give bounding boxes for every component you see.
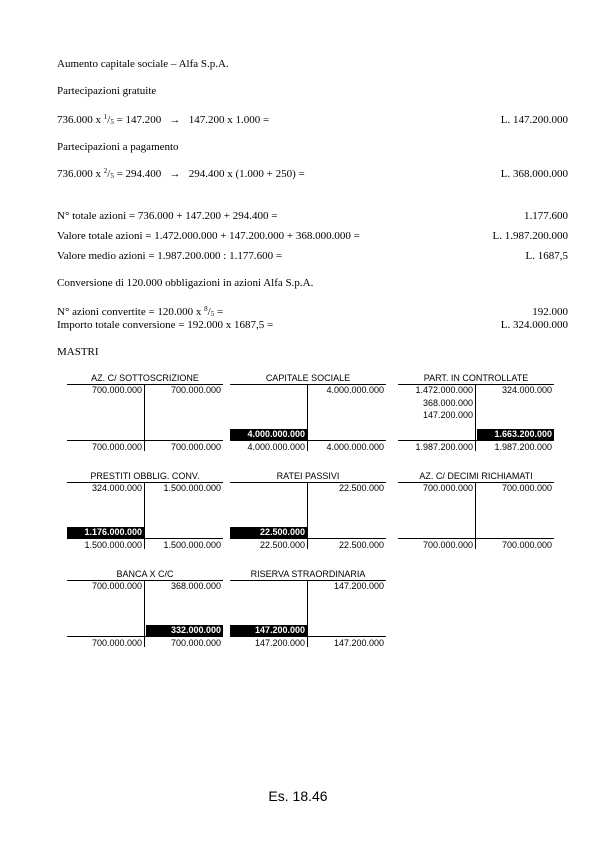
gratuite-calc: 736.000 x $^1/_5 = 147.200 \to 147.200$ x 1.000 = L. 147.200.000 bbox=[57, 113, 568, 126]
debit-entry: 700.000.000 bbox=[91, 581, 142, 591]
debit-entry: 368.000.000 bbox=[422, 398, 473, 408]
heading: Aumento capitale sociale – Alfa S.p.A. bbox=[57, 58, 229, 70]
credit-entry: 147.200.000 bbox=[333, 581, 384, 591]
account-title: PART. IN CONTROLLATE bbox=[423, 373, 529, 383]
exercise-number: Es. 18.46 bbox=[268, 788, 328, 804]
debit-entry: 700.000.000 bbox=[91, 385, 142, 395]
credit-total: 1.987.200.000 bbox=[494, 442, 552, 452]
debit-entry: 1.472.000.000 bbox=[415, 385, 473, 395]
credit-total: 4.000.000.000 bbox=[326, 442, 384, 452]
debit-total: 22.500.000 bbox=[259, 540, 305, 550]
account-riserva-straord bbox=[230, 569, 386, 653]
credit-total: 700.000.000 bbox=[170, 442, 221, 452]
pagamento-result: L. 368.000.000 bbox=[500, 168, 568, 180]
account-title: PRESTITI OBBLIG. CONV. bbox=[90, 471, 200, 481]
account-title: RATEI PASSIVI bbox=[276, 471, 340, 481]
account-total-line bbox=[67, 538, 223, 539]
debit-balance: 1.176.000.000 bbox=[67, 527, 144, 538]
account-title: AZ. C/ SOTTOSCRIZIONE bbox=[91, 373, 199, 383]
conversion-total-value: L. 324.000.000 bbox=[500, 319, 568, 331]
debit-entry: 700.000.000 bbox=[422, 483, 473, 493]
average-value-label: Valore medio azioni = 1.987.200.000 : 1.177.600 = bbox=[57, 250, 283, 262]
debit-balance: 147.200.000 bbox=[230, 625, 307, 636]
conversion-total-label: Importo totale conversione = 192.000 x 1687,5 = bbox=[57, 319, 274, 331]
gratuite-post: = 147.200 → 147.200 x 1.000 = bbox=[113, 114, 270, 126]
debit-total: 4.000.000.000 bbox=[247, 442, 305, 452]
conversione-label: Conversione di 120.000 obbligazioni in azioni Alfa S.p.A. bbox=[57, 277, 314, 289]
account-total-line bbox=[398, 440, 554, 441]
debit-total: 700.000.000 bbox=[91, 442, 142, 452]
average-value-row bbox=[57, 249, 568, 263]
debit-total: 1.500.000.000 bbox=[84, 540, 142, 550]
credit-total: 22.500.000 bbox=[338, 540, 384, 550]
pagamento-post: = 294.400 → 294.400 x (1.000 + 250) = bbox=[113, 168, 305, 180]
debit-entry: 324.000.000 bbox=[91, 483, 142, 493]
debit-balance: 22.500.000 bbox=[230, 527, 307, 538]
account-title: RISERVA STRAORDINARIA bbox=[250, 569, 366, 579]
credit-total: 147.200.000 bbox=[333, 638, 384, 648]
account-total-line bbox=[230, 440, 386, 441]
total-value-row bbox=[57, 229, 568, 243]
converted-post: = bbox=[214, 306, 224, 318]
account-total-line bbox=[230, 636, 386, 637]
converted-shares-value: 192.000 bbox=[532, 306, 568, 318]
pagamento-calc: 736.000 x $^2/_5 = 294.400 \to 294.400$ x (1.000 + 250) = L. 368.000.000 bbox=[57, 167, 568, 180]
average-value-value: L. 1687,5 bbox=[525, 250, 568, 262]
credit-entry: 700.000.000 bbox=[170, 385, 221, 395]
pagamento-label: Partecipazioni a pagamento bbox=[57, 141, 179, 153]
gratuite-num: 1 bbox=[103, 113, 108, 121]
pagamento-den: 5 bbox=[110, 172, 114, 180]
debit-total: 147.200.000 bbox=[254, 638, 305, 648]
credit-entry: 4.000.000.000 bbox=[326, 385, 384, 395]
account-total-line bbox=[230, 538, 386, 539]
account-title: BANCA X C/C bbox=[116, 569, 174, 579]
credit-total: 700.000.000 bbox=[501, 540, 552, 550]
account-banca-cc bbox=[67, 569, 223, 653]
pagamento-pre: 736.000 x bbox=[57, 168, 104, 180]
account-capitale-sociale bbox=[230, 373, 386, 457]
converted-shares-row: N° azioni convertite = 120.000 x $^8/_5$ = 192.000 bbox=[57, 305, 568, 318]
debit-total: 700.000.000 bbox=[422, 540, 473, 550]
credit-entry: 22.500.000 bbox=[338, 483, 384, 493]
account-title: AZ. C/ DECIMI RICHIAMATI bbox=[419, 471, 533, 481]
account-part-controllate bbox=[398, 373, 554, 457]
total-shares-label: N° totale azioni = 736.000 + 147.200 + 294.400 = bbox=[57, 210, 278, 222]
converted-pre: N° azioni convertite = 120.000 x bbox=[57, 306, 205, 318]
debit-balance: 4.000.000.000 bbox=[230, 429, 307, 440]
credit-entry: 700.000.000 bbox=[501, 483, 552, 493]
credit-total: 700.000.000 bbox=[170, 638, 221, 648]
mastri-label: MASTRI bbox=[57, 346, 99, 358]
account-title: CAPITALE SOCIALE bbox=[265, 373, 351, 383]
account-total-line bbox=[67, 440, 223, 441]
conversion-total-row bbox=[57, 318, 568, 332]
debit-entry: 147.200.000 bbox=[422, 410, 473, 420]
credit-entry: 324.000.000 bbox=[501, 385, 552, 395]
account-prestiti-obblig bbox=[67, 471, 223, 555]
gratuite-pre: 736.000 x bbox=[57, 114, 104, 126]
gratuite-label: Partecipazioni gratuite bbox=[57, 85, 157, 97]
debit-total: 1.987.200.000 bbox=[415, 442, 473, 452]
credit-total: 1.500.000.000 bbox=[163, 540, 221, 550]
debit-total: 700.000.000 bbox=[91, 638, 142, 648]
pagamento-num: 2 bbox=[103, 167, 108, 175]
account-az-sottoscrizione bbox=[67, 373, 223, 457]
converted-num: 8 bbox=[204, 305, 208, 313]
total-shares-value: 1.177.600 bbox=[524, 210, 568, 222]
converted-den: 5 bbox=[210, 310, 215, 318]
credit-balance: 332.000.000 bbox=[146, 625, 223, 636]
total-value-value: L. 1.987.200.000 bbox=[492, 230, 568, 242]
credit-entry: 368.000.000 bbox=[170, 581, 221, 591]
credit-entry: 1.500.000.000 bbox=[163, 483, 221, 493]
account-az-decimi bbox=[398, 471, 554, 555]
credit-balance: 1.663.200.000 bbox=[477, 429, 554, 440]
account-total-line bbox=[398, 538, 554, 539]
total-shares-row bbox=[57, 209, 568, 223]
total-value-label: Valore totale azioni = 1.472.000.000 + 147.200.000 + 368.000.000 = bbox=[57, 230, 360, 242]
account-total-line bbox=[67, 636, 223, 637]
gratuite-result: L. 147.200.000 bbox=[500, 114, 568, 126]
account-ratei-passivi bbox=[230, 471, 386, 555]
gratuite-den: 5 bbox=[110, 118, 114, 126]
